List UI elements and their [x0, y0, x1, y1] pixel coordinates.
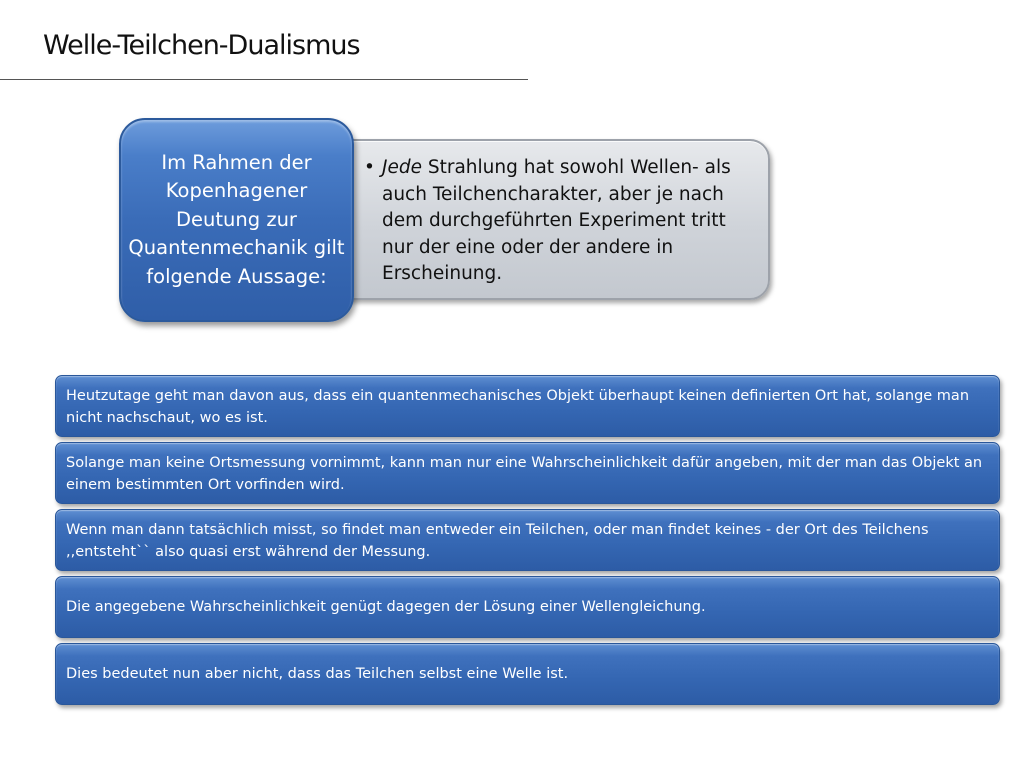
- statement-emphasis: Jede: [382, 157, 422, 178]
- explanation-text: Dies bedeutet nun aber nicht, dass das Teilchen selbst eine Welle ist.: [66, 666, 569, 682]
- statement-list: [360, 155, 755, 288]
- context-box-text: Im Rahmen der Kopenhagener Deutung zur Quantenmechanik gilt folgende Aussage:: [128, 150, 345, 288]
- statement-bullet: [360, 155, 755, 288]
- explanation-text: Wenn man dann tatsächlich misst, so findet man entweder ein Teilchen, oder man findet keines - der Ort des Teilchens ,,entsteht`` also quasi erst während der Messung.: [66, 522, 929, 560]
- explanation-text: Solange man keine Ortsmessung vornimmt, kann man nur eine Wahrscheinlichkeit dafür angeben, mit der man das Objekt an einem bestimmten Ort vorfinden wird.: [66, 455, 983, 493]
- explanation-item-1: [55, 375, 1000, 437]
- explanation-item-4: [55, 576, 1000, 638]
- explanation-text: Die angegebene Wahrscheinlichkeit genügt dagegen der Lösung einer Wellengleichung.: [66, 599, 706, 615]
- context-box: [119, 118, 354, 322]
- explanation-text: Heutzutage geht man davon aus, dass ein quantenmechanisches Objekt überhaupt keinen definierten Ort hat, solange man nicht nachschaut, wo es ist.: [66, 388, 970, 426]
- slide-title: Welle-Teilchen-Dualismus: [43, 30, 360, 61]
- explanation-item-3: [55, 509, 1000, 571]
- statement-text: Strahlung hat sowohl Wellen- als auch Teilchencharakter, aber je nach dem durchgeführten Experiment tritt nur der eine oder der andere in Erscheinung.: [382, 157, 731, 284]
- statement-panel: [300, 139, 770, 300]
- title-divider: [0, 79, 528, 80]
- explanation-item-5: [55, 643, 1000, 705]
- explanation-item-2: [55, 442, 1000, 504]
